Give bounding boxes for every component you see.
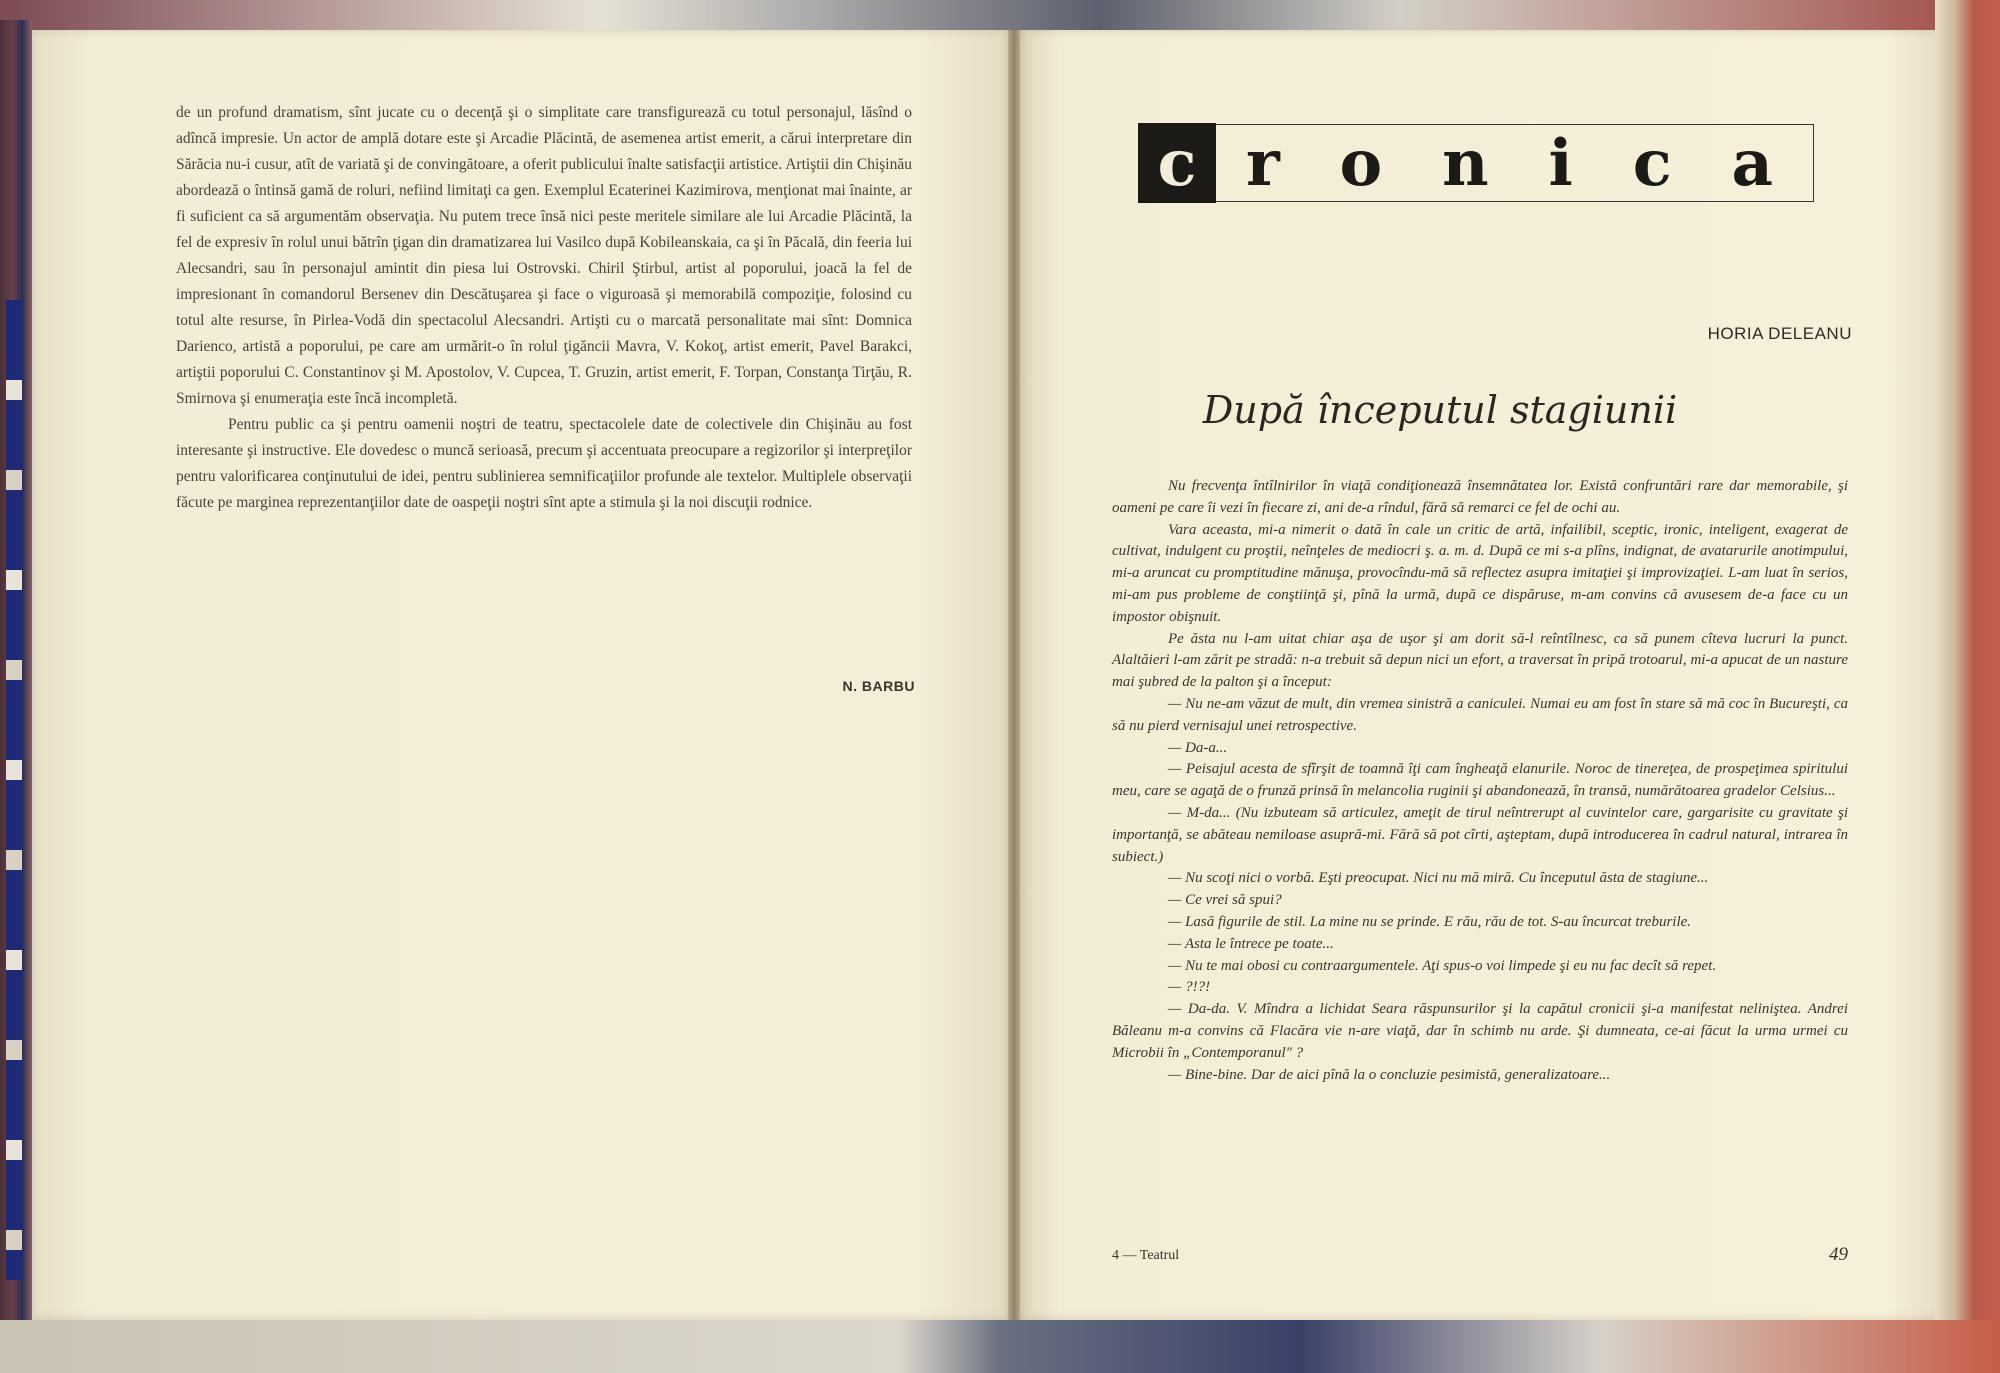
right-paragraph: — Nu ne-am văzut de mult, din vremea sinistră a caniculei. Numai eu am fost în stare să mă coc în Bucureşti, ca să nu pierd vernisajul unei retrospective. bbox=[1112, 695, 1848, 734]
section-heading-first-letter: c bbox=[1138, 123, 1216, 203]
section-letter: n bbox=[1442, 125, 1489, 201]
article-title: După începutul stagiunii bbox=[1202, 388, 1678, 432]
binding-cloth-strip bbox=[6, 300, 22, 1280]
section-letter: a bbox=[1731, 125, 1773, 201]
left-paragraph-2: Pentru public ca şi pentru oamenii noştri de teatru, spectacolele date de colectivele din Chişinău au fost interesante şi instructive. Ele dovedesc o muncă serioasă, precum şi accentuata preocupare a regizorilor şi interpreţilor pentru valorificarea conţinutului de idei, pentru sublinierea semnificaţiilor profunde ale textelor. Multiplele observaţii făcute pe marginea reprezentanţiilor date de oaspeţii noştri sînt apte a stimula şi la noi discuţii rodnice. bbox=[176, 416, 912, 511]
right-paragraph: — M-da... (Nu izbuteam să articulez, ameţit de tirul neîntrerupt al cuvintelor care, gargarisite cu gravitate şi importanţă, se abăteau nemiloase asupră-mi. Fără să pot cîrti, aşteptam, după introducerea în cadrul natural, intrarea în subiect.) bbox=[1112, 804, 1848, 865]
page-number: 49 bbox=[1829, 1244, 1848, 1265]
right-paragraph: — Da-a... bbox=[1168, 739, 1228, 756]
section-heading-rest bbox=[1216, 126, 1813, 201]
left-signature: N. BARBU bbox=[842, 678, 915, 694]
right-paragraph: — Asta le întrece pe toate... bbox=[1168, 935, 1334, 952]
right-paragraph: — Lasă figurile de stil. La mine nu se prinde. E rău, rău de tot. S-au încurcat treburile. bbox=[1168, 913, 1692, 930]
right-page-body bbox=[1112, 476, 1848, 1086]
right-paragraph: — Nu scoţi nici o vorbă. Eşti preocupat. Nici nu mă miră. Cu începutul ăsta de stagiune... bbox=[1168, 870, 1709, 887]
page-footer-label: 4 — Teatrul bbox=[1112, 1248, 1180, 1263]
section-letter: r bbox=[1245, 125, 1280, 201]
book-bottom-edge bbox=[0, 1320, 2000, 1373]
article-author: HORIA DELEANU bbox=[1707, 324, 1852, 343]
section-letter: i bbox=[1548, 125, 1573, 201]
book-top-edge bbox=[0, 0, 2000, 30]
book-gutter bbox=[1008, 30, 1020, 1320]
left-paragraph-1: de un profund dramatism, sînt jucate cu o decenţă şi o simplitate care transfigurează cu totul personajul, lăsînd o adîncă impresie. Un actor de amplă dotare este şi Arcadie Plăcintă, de asemenea artist emerit, a cărui interpretare din Sărăcia nu-i cusur, atît de variată şi de convingătoare, a oferit publicului înalte satisfacţii artistice. Artiştii din Chişinău abordează o întinsă gamă de roluri, nefiind limitaţi ca gen. Exemplul Ecaterinei Kazimirova, menţionat mai înainte, ar fi suficient ca să argumentăm observaţia. Nu putem trece însă nici peste meritele similare ale lui Arcadie Plăcintă, la fel de expresiv în rolul unui bătrîn ţigan din dramatizarea lui Vasilco după Kobileanskaia, ca şi în Păcală, din feeria lui Alecsandri, sau în personajul amintit din piesa lui Ostrovski. Chiril Ştirbul, artist al poporului, joacă la fel de impresionant în comandorul Bersenev din Descătuşarea şi face o viguroasă şi memorabilă compoziţie, folosind cu totul alte resurse, în Pirlea-Vodă din spectacolul Alecsandri. Artişti cu o marcată personalitate mai sînt: Domnica Darienco, artistă a poporului, pe care am urmărit-o în rolul ţigăncii Mavra, V. Kokoţ, artist emerit, Pavel Barakci, artiştii poporului C. Constantinov şi M. Apostolov, V. Cupcea, T. Gruzin, artist emerit, F. Torpan, Constanţa Tirţău, R. Smirnova şi enumeraţia este încă incompletă. bbox=[176, 104, 912, 407]
right-paragraph: — Bine-bine. Dar de aici pînă la o concluzie pesimistă, generalizatoare... bbox=[1168, 1066, 1611, 1083]
right-paragraph: Pe ăsta nu l-am uitat chiar aşa de uşor şi am dorit să-l reîntîlnesc, ca să punem cîteva lucruri la punct. Alaltăieri l-am zărit pe stradă: n-a trebuit să depun nici un efort, a traversat în pripă trotoarul, mi-a apucat de un nasture mai şubred de la palton şi a început: bbox=[1112, 630, 1848, 691]
right-paragraph: — Ce vrei să spui? bbox=[1168, 892, 1282, 909]
right-paragraph: — Nu te mai obosi cu contraargumentele. Aţi spus-o voi limpede şi eu nu fac decît să repet. bbox=[1168, 957, 1717, 974]
section-heading-box bbox=[1140, 124, 1814, 202]
book-right-edge bbox=[1935, 0, 2000, 1373]
left-page-body bbox=[176, 100, 912, 516]
right-paragraph: — Da-da. V. Mîndra a lichidat Seara răspunsurilor şi la capătul cronicii şi-a manifestat neliniştea. Andrei Băleanu m-a convins că Flacăra vie n-are viaţă, dar în schimb nu arde. Şi dumneata, ce-ai făcut la urma urmei cu Microbii în „Contemporanul" ? bbox=[1112, 1001, 1848, 1061]
right-paragraph: — Peisajul acesta de sfîrşit de toamnă îţi cam îngheaţă elanurile. Noroc de tinereţea, de prospeţimea spiritului meu, care se agaţă de o frunză prinsă în melancolia ruginii şi abandonează, în transă, numărătoarea gradelor Celsius... bbox=[1112, 761, 1848, 800]
right-paragraph: — ?!?! bbox=[1168, 979, 1211, 996]
section-letter: c bbox=[1632, 125, 1672, 201]
right-paragraph: Vara aceasta, mi-a nimerit o dată în cale un critic de artă, infailibil, sceptic, ironic, inteligent, exagerat de cultivat, indulgent cu proştii, neînţeles de mediocri ş. a. m. d. După ce mi s-a plîns, indignat, de avatarurile anotimpului, mi-a aruncat cu promptitudine mănuşa, provocîndu-mă să reflectez asupra imitaţiei şi improvizaţiei. L-am luat în serios, mi-am pus probleme de conştiinţă şi, pînă la urmă, după ce dispăruse, m-am convins că avusesem de-a face cu un impostor obişnuit. bbox=[1112, 521, 1848, 625]
right-paragraph: Nu frecvenţa întîlnirilor în viaţă condiţionează însemnătatea lor. Există confruntări rare dar memorabile, şi oameni pe care îi vezi în fiecare zi, ani de-a rîndul, fără să remarci ce fel de ochi au. bbox=[1112, 478, 1848, 516]
section-letter: o bbox=[1339, 125, 1383, 201]
